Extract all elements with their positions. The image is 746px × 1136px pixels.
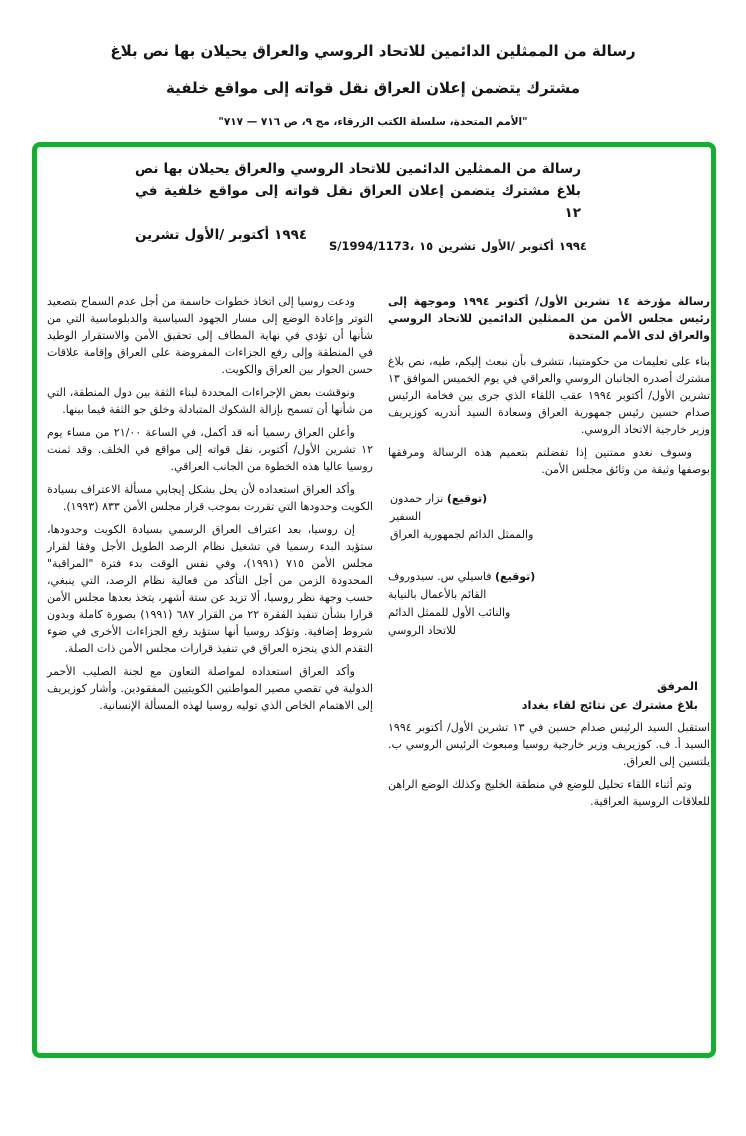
signatory-title: والنائب الأول للممثل الدائم <box>388 606 511 619</box>
signature-block-iraq <box>388 490 710 544</box>
document-symbol-line <box>329 239 587 253</box>
annex-paragraph: وأكد العراق استعداده لأن يحل بشكل إيجابي مسألة الاعتراف بسيادة الكويت وحدودها التي تقررت بموجب قرار مجلس الأمن ٨٣٣ (١٩٩٣). <box>47 483 373 513</box>
annex-title: بلاغ مشترك عن نتائج لقاء بغداد <box>521 698 698 712</box>
annex-paragraph: إن روسيا، بعد اعتراف العراق الرسمي بسيادة الكويت وحدودها، ستؤيد البدء رسميا في تشغيل نظام الرصد الطويل الأجل وفقا لقرار مجلس الأمن ٧١٥ (١٩٩١)، وفي نفس الوقت بدء فترة "المراقبة" المحدودة الزمن من أجل التأكد من فعالية نظام الرصد، التي ينبغي، حسب وجهة نظر روسيا، ألا تزيد عن ستة أشهر، يتخذ بعدها مجلس الأمن قرارا بشأن تنفيذ الفقرة ٢٢ من القرار ٦٨٧ (١٩٩١) بصورة كاملة وبدون شروط إضافية. وتؤكد روسيا أنها ستؤيد رفع الجزاءات الأخرى في ضوء التقدم الذي ينجزه العراق في تنفيذ قرارات مجلس الأمن ذات الصلة. <box>47 523 374 655</box>
annex-paragraph: وأعلن العراق رسميا أنه قد أكمل، في الساعة ٢١/٠٠ من مساء يوم ١٢ تشرين الأول/ أكتوبر، نقل قواته إلى مواقع في الخلف. وقد ثمنت روسيا عاليا هذه الخطوة من الجانب العراقي. <box>47 426 373 473</box>
title-date-word: الأول/ <box>184 227 225 243</box>
signature-block-russia <box>388 568 710 640</box>
signatory-name: نزار حمدون <box>390 492 444 505</box>
document-title-line-1: رسالة من الممثلين الدائمين للاتحاد الروسي والعراق يحيلان بها نص <box>135 161 581 177</box>
letter-paragraph: وسوف نغدو ممتنين إذا تفضلتم بتعميم هذه الرسالة ومرفقها بوصفها وثيقة من وثائق مجلس الأمن. <box>388 446 710 476</box>
page-header-source-citation: "الأمم المتحدة، سلسلة الكتب الزرقاء، مج ٩، ص ٧١٦ — ٧١٧" <box>218 116 528 128</box>
page-header-line-2: مشترك يتضمن إعلان العراق نقل قواته إلى مواقع خلفية <box>165 79 581 97</box>
signatory-title: والممثل الدائم لجمهورية العراق <box>390 528 534 541</box>
document-date-part: تشرين <box>438 239 476 253</box>
title-date-word: تشرين <box>135 227 180 243</box>
column-right <box>388 293 710 816</box>
signature-line <box>390 490 710 508</box>
signatory-title: السفير <box>390 510 422 523</box>
signatory-name: فاسيلي س. سيدوروف <box>388 570 492 583</box>
page-header <box>0 42 746 129</box>
signed-label: (توقيع) <box>446 492 488 505</box>
signatory-title: القائم بالأعمال بالنيابة <box>388 588 487 601</box>
annex-paragraph: وأكد العراق استعداده لمواصلة التعاون مع لجنة الصليب الأحمر الدولية في تقصي مصير المواطنين الكويتيين المفقودين. وأشار كوزيريف إلى الاهتمام الخاص الذي توليه روسيا لهذه المسألة الإنسانية. <box>47 665 373 712</box>
document-title <box>135 158 581 246</box>
document-frame <box>32 142 716 1058</box>
title-date-word: أكتوبر <box>229 227 270 243</box>
annex-paragraph: ودعت روسيا إلى اتخاذ خطوات حاسمة من أجل عدم السماح بتصعيد التوتر وإعادة الوضع إلى مسار الجهود السياسية والدبلوماسية التي من شأنها أن تؤدي في نهاية المطاف إلى تحقيق الأمن والاستقرار الوطيد في المنطقة وإلى رفع الجزاءات المفروضة على العراق وإقامة علاقات حسن الجوار بين العراق والكويت. <box>47 295 373 376</box>
title-date-word: ١٩٩٤ <box>274 227 308 243</box>
document-title-line-2: بلاغ مشترك يتضمن إعلان العراق نقل قواته إلى مواقع خلفية في ١٢ <box>135 183 581 221</box>
annex-paragraph: ونوقشت بعض الإجراءات المحددة لبناء الثقة بين دول المنطقة، التي من شأنها أن تسمح بإزالة الشكوك المتبادلة وخلق جو الثقة فيما بينها. <box>47 386 373 416</box>
signatory-title: للاتحاد الروسي <box>388 624 456 637</box>
signature-line <box>388 568 710 586</box>
document-date-part: أكتوبر <box>519 239 554 253</box>
annex-heading: المرفق <box>656 679 698 693</box>
page-header-line-1: رسالة من الممثلين الدائمين للاتحاد الروسي والعراق يحيلان بها نص بلاغ <box>110 42 636 60</box>
annex-paragraph: وتم أثناء اللقاء تحليل للوضع في منطقة الخليج وكذلك الوضع الراهن للعلاقات الروسية العراقية. <box>388 778 710 808</box>
signed-label: (توقيع) <box>495 570 536 583</box>
document-date-part: ١٩٩٤ <box>558 239 587 253</box>
document-date-part: ١٥ <box>419 239 434 253</box>
document-date-part: الأول/ <box>480 239 515 253</box>
document-symbol: S/1994/1173، <box>329 239 415 253</box>
letter-paragraph: بناء على تعليمات من حكومتينا، نتشرف بأن نبعث إليكم، طيه، نص بلاغ مشترك أصدره الجانبان الروسي والعراقي في يوم الخميس الموافق ١٣ تشرين الأول/ أكتوبر ١٩٩٤ عقب اللقاء الذي جرى بين فخامة الرئيس صدام حسين رئيس جمهورية العراق وسعادة السيد أندريه كوزيريف وزير خارجية الاتحاد الروسي. <box>388 355 711 436</box>
annex-paragraph: استقبل السيد الرئيس صدام حسين في ١٣ تشرين الأول/ أكتوبر ١٩٩٤ السيد أ. ف. كوزيريف وزير خارجية روسيا ومبعوث الرئيس الروسي ب. يلتسين إلى العراق. <box>388 721 710 768</box>
letter-subject: رسالة مؤرخة ١٤ تشرين الأول/ أكتوبر ١٩٩٤ وموجهة إلى رئيس مجلس الأمن من الممثلين الدائمين للاتحاد الروسي والعراق لدى الأمم المتحدة <box>388 295 710 342</box>
column-left <box>47 293 373 720</box>
